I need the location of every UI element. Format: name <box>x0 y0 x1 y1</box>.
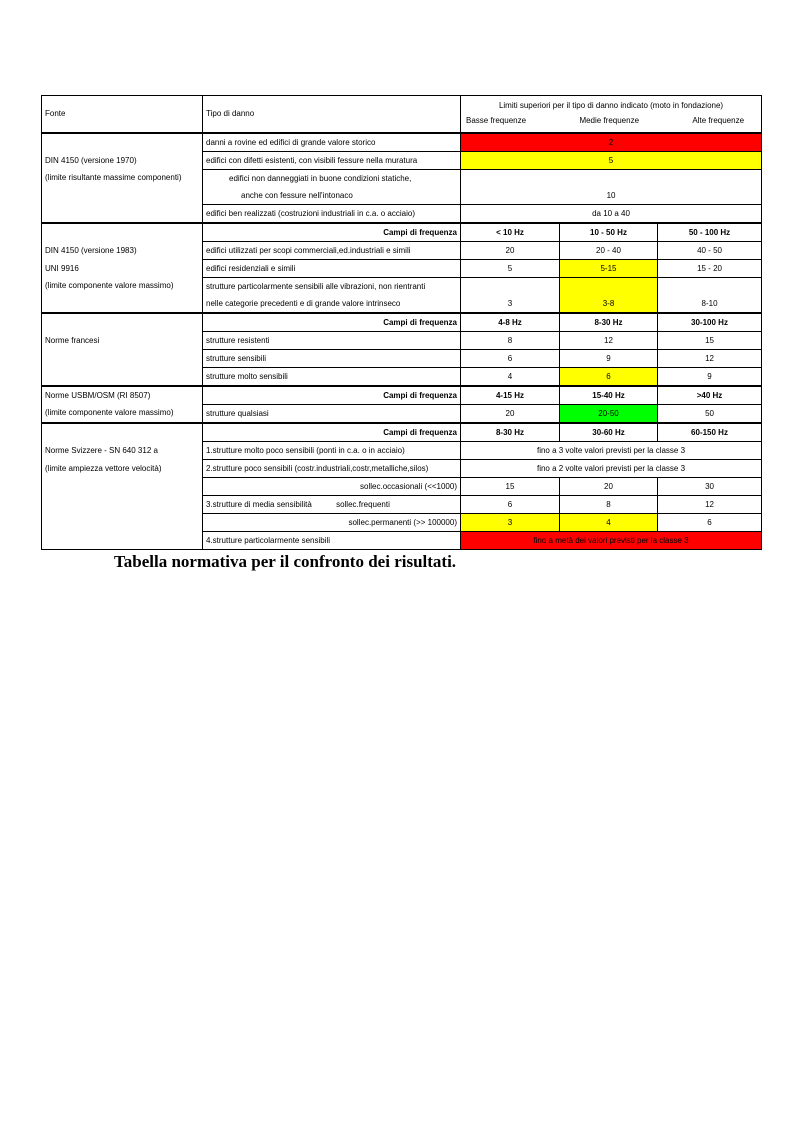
table-row <box>42 514 762 532</box>
row-label: danni a rovine ed edifici di grande valore storico <box>203 133 461 152</box>
row-value: 2 <box>461 133 762 152</box>
cell-value: 15 - 20 <box>658 260 762 278</box>
source-din-1983: DIN 4150 (versione 1983) <box>42 242 203 260</box>
header-tipo: Tipo di danno <box>203 96 461 134</box>
row-label: sollec.permanenti (>> 100000) <box>203 514 461 532</box>
row-label-a: 3.strutture di media sensibilità <box>206 499 312 509</box>
freq-band: 60-150 Hz <box>658 423 762 442</box>
row-label: strutture resistenti <box>203 332 461 350</box>
source-francesi: Norme francesi <box>42 332 203 350</box>
freq-band: < 10 Hz <box>461 223 560 242</box>
row-label: sollec.occasionali (<<1000) <box>203 478 461 496</box>
table-caption: Tabella normativa per il confronto dei risultati. <box>114 552 457 571</box>
table-row <box>42 405 762 424</box>
cell-value: 30 <box>658 478 762 496</box>
cell-value: 8-10 <box>658 295 762 313</box>
frequency-header-row <box>42 313 762 332</box>
table-row <box>42 478 762 496</box>
freq-band: 10 - 50 Hz <box>560 223 658 242</box>
table-row <box>42 242 762 260</box>
row-label: 1.strutture molto poco sensibili (ponti in c.a. o in acciaio) <box>203 442 461 460</box>
row-label: strutture sensibili <box>203 350 461 368</box>
table-row <box>42 278 762 296</box>
freq-band: 30-100 Hz <box>658 313 762 332</box>
cell-value: 40 - 50 <box>658 242 762 260</box>
cell-value: 6 <box>658 514 762 532</box>
row-label <box>203 496 461 514</box>
table-row <box>42 332 762 350</box>
source-svizzere: Norme Svizzere - SN 640 312 a <box>42 442 203 460</box>
row-value: fino a 2 volte valori previsti per la classe 3 <box>461 460 762 478</box>
header-basse: Basse frequenze <box>466 116 527 125</box>
source-uni: UNI 9916 <box>42 260 203 278</box>
cell-value: 4 <box>461 368 560 387</box>
freq-band: 8-30 Hz <box>560 313 658 332</box>
row-label: strutture molto sensibili <box>203 368 461 387</box>
row-value: fino a 3 volte valori previsti per la classe 3 <box>461 442 762 460</box>
cell-value: 50 <box>658 405 762 424</box>
cell-value: 20 <box>461 242 560 260</box>
table-row <box>42 496 762 514</box>
freq-band: 4-15 Hz <box>461 386 560 405</box>
row-label-b: sollec.frequenti <box>336 499 390 509</box>
frequency-header-row <box>42 223 762 242</box>
freq-label: Campi di frequenza <box>203 313 461 332</box>
row-value: 5 <box>461 152 762 170</box>
table-row <box>42 295 762 313</box>
cell-value: 6 <box>461 350 560 368</box>
freq-band: 8-30 Hz <box>461 423 560 442</box>
cell-value: 4 <box>560 514 658 532</box>
normative-table <box>41 95 762 550</box>
cell-value: 6 <box>560 368 658 387</box>
cell-value: 8 <box>461 332 560 350</box>
header-fonte: Fonte <box>42 96 203 134</box>
cell-value: 9 <box>658 368 762 387</box>
row-label: edifici con difetti esistenti, con visibili fessure nella muratura <box>203 152 461 170</box>
table-row <box>42 460 762 478</box>
row-label: edifici utilizzati per scopi commerciali,ed.industriali e simili <box>203 242 461 260</box>
row-label: 4.strutture particolarmente sensibili <box>203 532 461 550</box>
cell-value: 20 - 40 <box>560 242 658 260</box>
cell-value: 15 <box>461 478 560 496</box>
cell-value: 15 <box>658 332 762 350</box>
row-label: anche con fessure nell'intonaco <box>203 187 461 205</box>
table-row <box>42 442 762 460</box>
table-header-row <box>42 96 762 117</box>
source-note: (limite risultante massime componenti) <box>42 170 203 188</box>
freq-label: Campi di frequenza <box>203 423 461 442</box>
row-value: fino a metà dei valori previsti per la classe 3 <box>461 532 762 550</box>
table-row <box>42 133 762 152</box>
freq-band: 50 - 100 Hz <box>658 223 762 242</box>
table-row <box>42 260 762 278</box>
row-value: 10 <box>461 187 762 205</box>
cell-value: 3-8 <box>560 295 658 313</box>
table-row <box>42 170 762 188</box>
table-row <box>42 368 762 387</box>
table-row <box>42 205 762 224</box>
cell-value: 12 <box>560 332 658 350</box>
freq-band: >40 Hz <box>658 386 762 405</box>
table-row <box>42 532 762 550</box>
freq-label: Campi di frequenza <box>203 223 461 242</box>
source-note: (limite ampiezza vettore velocità) <box>42 460 203 478</box>
cell-value: 5 <box>461 260 560 278</box>
row-label: edifici residenziali e simili <box>203 260 461 278</box>
source-note: (limite componente valore massimo) <box>42 405 203 424</box>
cell-value: 3 <box>461 514 560 532</box>
source-usbm: Norme USBM/OSM (RI 8507) <box>42 386 203 405</box>
row-label: nelle categorie precedenti e di grande valore intrinseco <box>203 295 461 313</box>
row-label: strutture particolarmente sensibili alle vibrazioni, non rientranti <box>203 278 461 296</box>
table-row <box>42 187 762 205</box>
row-label: edifici non danneggiati in buone condizioni statiche, <box>203 170 461 188</box>
cell-value: 5-15 <box>560 260 658 278</box>
cell-value: 3 <box>461 295 560 313</box>
header-medie: Medie frequenze <box>579 116 640 125</box>
header-frequency-bands <box>461 116 762 133</box>
cell-value: 9 <box>560 350 658 368</box>
cell-value: 20 <box>461 405 560 424</box>
table-row <box>42 152 762 170</box>
cell-value: 12 <box>658 350 762 368</box>
row-label: 2.strutture poco sensibili (costr.industriali,costr,metalliche,silos) <box>203 460 461 478</box>
row-value: da 10 a 40 <box>461 205 762 224</box>
cell-value: 20-50 <box>560 405 658 424</box>
freq-label: Campi di frequenza <box>203 386 461 405</box>
cell-value: 8 <box>560 496 658 514</box>
row-label: edifici ben realizzati (costruzioni industriali in c.a. o acciaio) <box>203 205 461 224</box>
cell-value: 6 <box>461 496 560 514</box>
header-limiti: Limiti superiori per il tipo di danno indicato (moto in fondazione) <box>461 96 762 117</box>
freq-band: 4-8 Hz <box>461 313 560 332</box>
header-alte: Alte frequenze <box>692 116 745 125</box>
cell-value: 20 <box>560 478 658 496</box>
source-din-1970: DIN 4150 (versione 1970) <box>42 152 203 170</box>
freq-band: 15-40 Hz <box>560 386 658 405</box>
frequency-header-row <box>42 423 762 442</box>
cell-value: 12 <box>658 496 762 514</box>
source-note: (limite componente valore massimo) <box>42 278 203 296</box>
frequency-header-row <box>42 386 762 405</box>
freq-band: 30-60 Hz <box>560 423 658 442</box>
table-row <box>42 350 762 368</box>
row-label: strutture qualsiasi <box>203 405 461 424</box>
